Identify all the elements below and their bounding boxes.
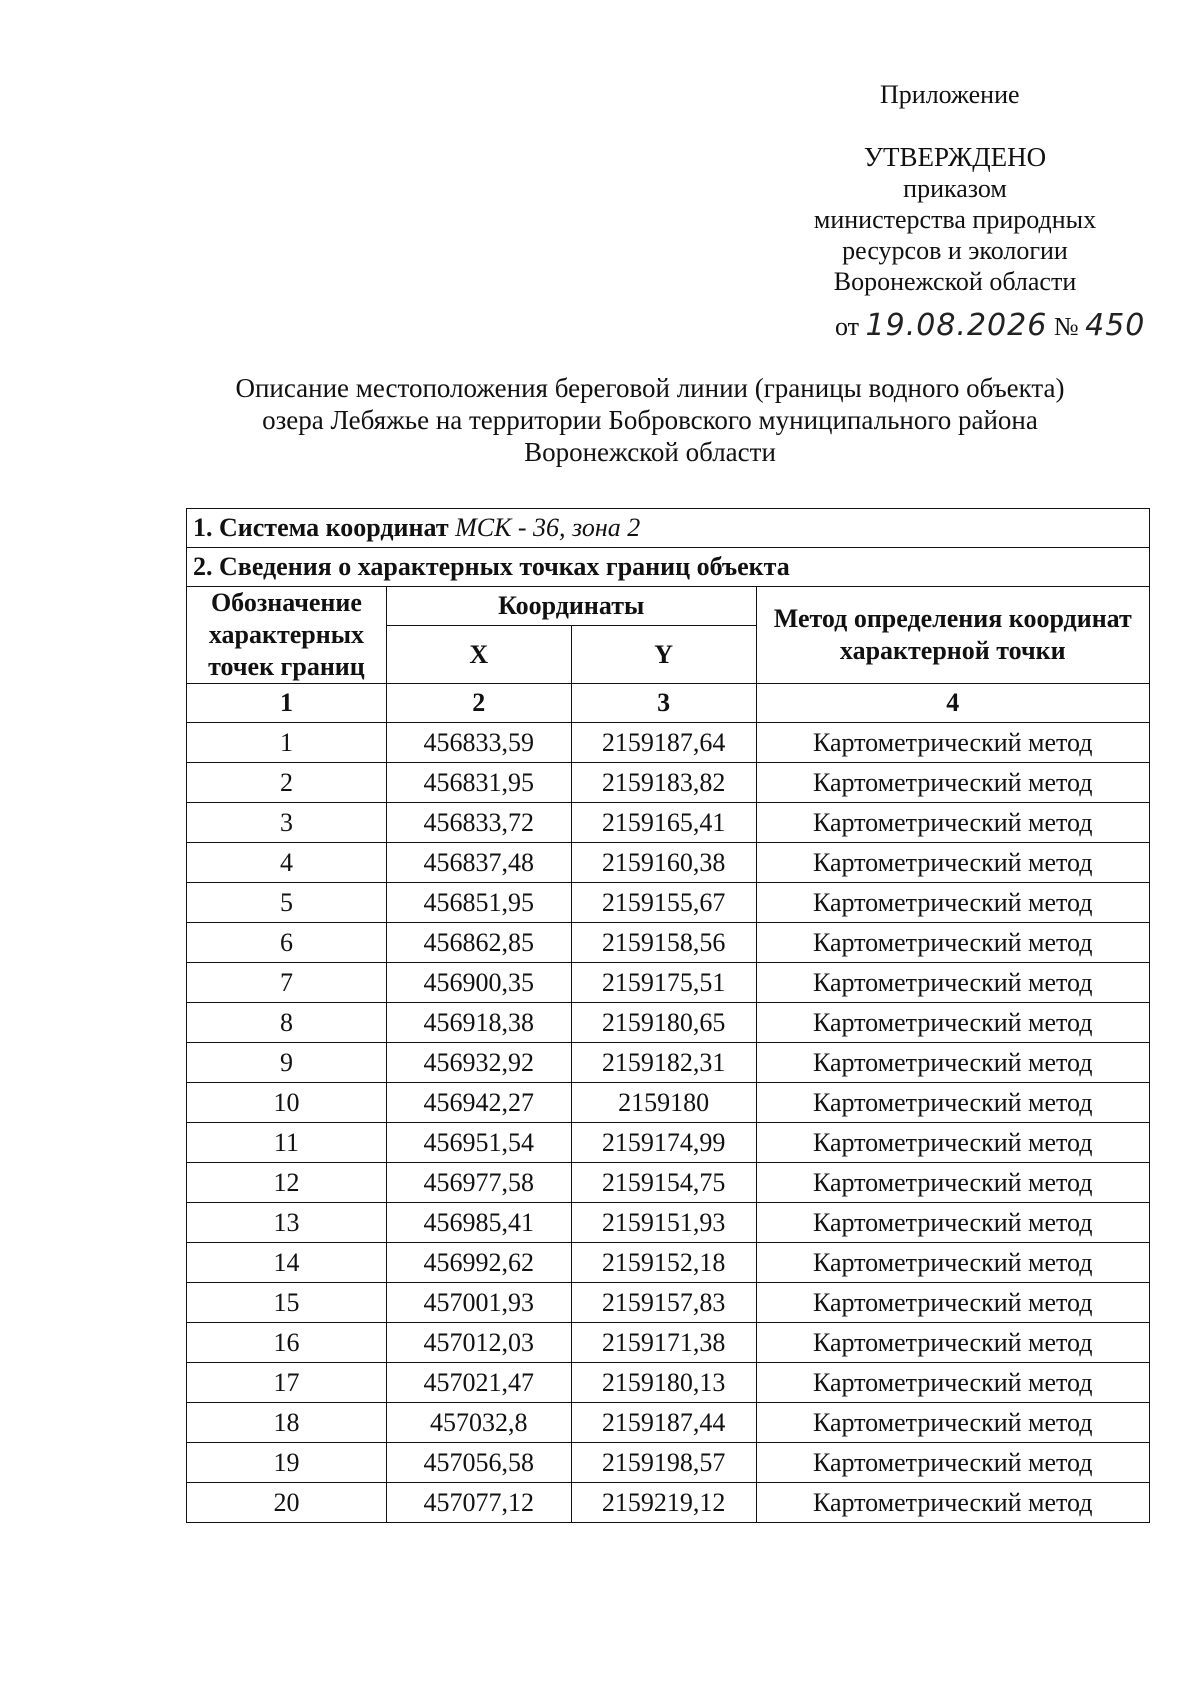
- point-number-cell: 15: [187, 1283, 387, 1323]
- points-info-row: [187, 548, 1150, 587]
- point-number-cell: 7: [187, 963, 387, 1003]
- table-row: [187, 1443, 1150, 1483]
- y-coordinate-cell: 2159155,67: [571, 883, 756, 923]
- x-coordinate-cell: 456837,48: [386, 843, 571, 883]
- handwritten-date: 19.08.2026: [865, 308, 1048, 343]
- point-number-cell: 18: [187, 1403, 387, 1443]
- column-number-row: [187, 684, 1150, 723]
- method-cell: Картометрический метод: [756, 1203, 1149, 1243]
- table-row: [187, 1043, 1150, 1083]
- approval-line: ресурсов и экологии: [842, 236, 1068, 265]
- point-number-cell: 2: [187, 763, 387, 803]
- point-number-cell: 1: [187, 723, 387, 763]
- boundary-points-table: [186, 508, 1150, 1523]
- coordinate-system-cell: [187, 509, 1150, 548]
- y-coordinate-cell: 2159183,82: [571, 763, 756, 803]
- point-number-cell: 16: [187, 1323, 387, 1363]
- y-coordinate-cell: 2159198,57: [571, 1443, 756, 1483]
- coordinate-system-value: МСК - 36, зона 2: [455, 513, 641, 542]
- table-row: [187, 883, 1150, 923]
- x-coordinate-cell: 457077,12: [386, 1483, 571, 1523]
- table-row: [187, 1483, 1150, 1523]
- y-coordinate-cell: 2159180,65: [571, 1003, 756, 1043]
- table-row: [187, 1243, 1150, 1283]
- method-cell: Картометрический метод: [756, 1243, 1149, 1283]
- x-coordinate-cell: 456985,41: [386, 1203, 571, 1243]
- method-cell: Картометрический метод: [756, 1403, 1149, 1443]
- method-cell: Картометрический метод: [756, 1363, 1149, 1403]
- x-coordinate-cell: 457001,93: [386, 1283, 571, 1323]
- point-number-cell: 9: [187, 1043, 387, 1083]
- point-number-cell: 10: [187, 1083, 387, 1123]
- method-cell: Картометрический метод: [756, 763, 1149, 803]
- x-coordinate-cell: 456932,92: [386, 1043, 571, 1083]
- table-row: [187, 723, 1150, 763]
- date-prefix: от: [835, 312, 860, 341]
- x-coordinate-cell: 457012,03: [386, 1323, 571, 1363]
- method-cell: Картометрический метод: [756, 1003, 1149, 1043]
- x-coordinate-cell: 456918,38: [386, 1003, 571, 1043]
- y-coordinate-cell: 2159152,18: [571, 1243, 756, 1283]
- coordinate-system-label: 1. Система координат: [193, 513, 449, 542]
- method-cell: Картометрический метод: [756, 883, 1149, 923]
- table-row: [187, 1323, 1150, 1363]
- point-number-cell: 13: [187, 1203, 387, 1243]
- order-date-number: [835, 308, 1145, 343]
- y-coordinate-cell: 2159151,93: [571, 1203, 756, 1243]
- x-coordinate-cell: 456992,62: [386, 1243, 571, 1283]
- y-coordinate-cell: 2159180: [571, 1083, 756, 1123]
- table-row: [187, 1203, 1150, 1243]
- x-coordinate-cell: 456851,95: [386, 883, 571, 923]
- x-coordinate-cell: 456977,58: [386, 1163, 571, 1203]
- y-coordinate-cell: 2159187,44: [571, 1403, 756, 1443]
- y-coordinate-cell: 2159180,13: [571, 1363, 756, 1403]
- method-cell: Картометрический метод: [756, 843, 1149, 883]
- number-prefix: №: [1053, 312, 1079, 341]
- method-cell: Картометрический метод: [756, 963, 1149, 1003]
- y-coordinate-cell: 2159158,56: [571, 923, 756, 963]
- header-x: X: [386, 626, 571, 684]
- table-row: [187, 1123, 1150, 1163]
- table-row: [187, 1403, 1150, 1443]
- x-coordinate-cell: 456942,27: [386, 1083, 571, 1123]
- method-cell: Картометрический метод: [756, 803, 1149, 843]
- y-coordinate-cell: 2159165,41: [571, 803, 756, 843]
- point-number-cell: 14: [187, 1243, 387, 1283]
- point-number-cell: 5: [187, 883, 387, 923]
- approval-block: [770, 142, 1140, 297]
- y-coordinate-cell: 2159182,31: [571, 1043, 756, 1083]
- title-line: озера Лебяжье на территории Бобровского муниципального района: [262, 405, 1038, 435]
- table-row: [187, 1003, 1150, 1043]
- y-coordinate-cell: 2159157,83: [571, 1283, 756, 1323]
- x-coordinate-cell: 457056,58: [386, 1443, 571, 1483]
- x-coordinate-cell: 456900,35: [386, 963, 571, 1003]
- handwritten-number: 450: [1085, 308, 1146, 343]
- method-cell: Картометрический метод: [756, 723, 1149, 763]
- x-coordinate-cell: 456831,95: [386, 763, 571, 803]
- header-designation: Обозначение характерных точек границ: [187, 587, 387, 684]
- table-row: [187, 1363, 1150, 1403]
- point-number-cell: 4: [187, 843, 387, 883]
- method-cell: Картометрический метод: [756, 1283, 1149, 1323]
- y-coordinate-cell: 2159187,64: [571, 723, 756, 763]
- appendix-label: Приложение: [880, 80, 1020, 109]
- method-cell: Картометрический метод: [756, 1083, 1149, 1123]
- point-number-cell: 17: [187, 1363, 387, 1403]
- x-coordinate-cell: 457021,47: [386, 1363, 571, 1403]
- point-number-cell: 3: [187, 803, 387, 843]
- point-number-cell: 20: [187, 1483, 387, 1523]
- column-number: 3: [571, 684, 756, 723]
- header-row: [187, 587, 1150, 626]
- approval-line: министерства природных: [813, 205, 1097, 234]
- table-row: [187, 1163, 1150, 1203]
- header-y: Y: [571, 626, 756, 684]
- y-coordinate-cell: 2159175,51: [571, 963, 756, 1003]
- points-info-cell: 2. Сведения о характерных точках границ объекта: [187, 548, 1150, 587]
- x-coordinate-cell: 456833,59: [386, 723, 571, 763]
- column-number: 1: [187, 684, 387, 723]
- table-row: [187, 763, 1150, 803]
- header-coordinates: Координаты: [386, 587, 756, 626]
- column-number: 2: [386, 684, 571, 723]
- method-cell: Картометрический метод: [756, 1323, 1149, 1363]
- title-line: Описание местоположения береговой линии (границы водного объекта): [235, 373, 1065, 403]
- coordinate-system-row: [187, 509, 1150, 548]
- approval-line: Воронежской области: [833, 267, 1077, 296]
- y-coordinate-cell: 2159171,38: [571, 1323, 756, 1363]
- column-number: 4: [756, 684, 1149, 723]
- y-coordinate-cell: 2159174,99: [571, 1123, 756, 1163]
- x-coordinate-cell: 456862,85: [386, 923, 571, 963]
- y-coordinate-cell: 2159160,38: [571, 843, 756, 883]
- y-coordinate-cell: 2159154,75: [571, 1163, 756, 1203]
- method-cell: Картометрический метод: [756, 1123, 1149, 1163]
- title-line: Воронежской области: [524, 437, 776, 467]
- table-row: [187, 1283, 1150, 1323]
- method-cell: Картометрический метод: [756, 1163, 1149, 1203]
- method-cell: Картометрический метод: [756, 1443, 1149, 1483]
- table-row: [187, 803, 1150, 843]
- header-method: Метод определения координат характерной точки: [756, 587, 1149, 684]
- method-cell: Картометрический метод: [756, 923, 1149, 963]
- table-row: [187, 923, 1150, 963]
- point-number-cell: 8: [187, 1003, 387, 1043]
- method-cell: Картометрический метод: [756, 1043, 1149, 1083]
- point-number-cell: 6: [187, 923, 387, 963]
- x-coordinate-cell: 456833,72: [386, 803, 571, 843]
- x-coordinate-cell: 456951,54: [386, 1123, 571, 1163]
- approval-line: приказом: [903, 174, 1007, 203]
- table-row: [187, 1083, 1150, 1123]
- document-title: [150, 372, 1150, 468]
- table-row: [187, 843, 1150, 883]
- point-number-cell: 12: [187, 1163, 387, 1203]
- y-coordinate-cell: 2159219,12: [571, 1483, 756, 1523]
- x-coordinate-cell: 457032,8: [386, 1403, 571, 1443]
- approved-heading: УТВЕРЖДЕНО: [863, 142, 1047, 172]
- method-cell: Картометрический метод: [756, 1483, 1149, 1523]
- point-number-cell: 11: [187, 1123, 387, 1163]
- point-number-cell: 19: [187, 1443, 387, 1483]
- table-row: [187, 963, 1150, 1003]
